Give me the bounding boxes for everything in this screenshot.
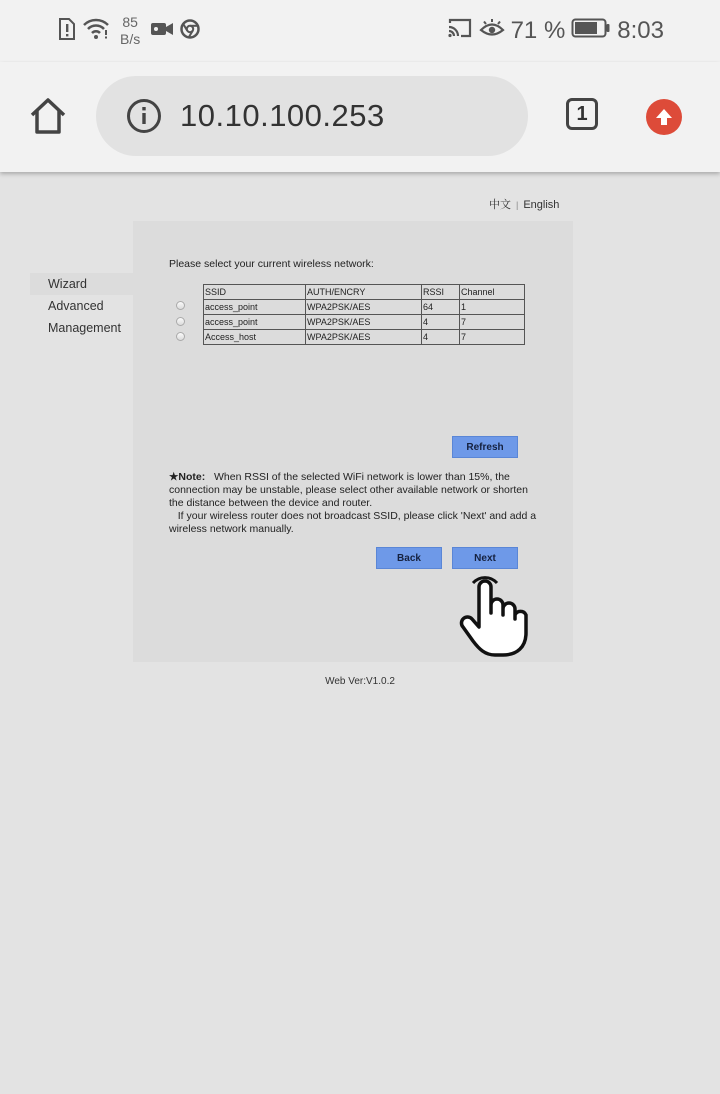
battery-percent: 71 %	[510, 17, 566, 44]
note-text	[169, 471, 539, 536]
note-rssi-warning: When RSSI of the selected WiFi network is lower than 15%, the connection may be unstable, please select other available network or shorten the distance between the device and router.	[169, 471, 528, 509]
cell-auth: WPA2PSK/AES	[306, 330, 422, 345]
header-ssid: SSID	[204, 285, 306, 300]
cell-channel: 7	[460, 315, 525, 330]
next-button[interactable]: Next	[452, 547, 518, 569]
cell-channel: 7	[460, 330, 525, 345]
table-header-row	[204, 285, 525, 300]
header-rssi: RSSI	[422, 285, 460, 300]
sidebar-item-wizard[interactable]: Wizard	[30, 273, 133, 295]
clock: 8:03	[617, 17, 664, 44]
header-channel: Channel	[460, 285, 525, 300]
browser-toolbar	[0, 62, 720, 172]
cell-ssid: Access_host	[204, 330, 306, 345]
cell-auth: WPA2PSK/AES	[306, 300, 422, 315]
web-version: Web Ver:V1.0.2	[325, 676, 395, 687]
arrow-up-icon	[654, 107, 674, 127]
info-icon[interactable]	[126, 98, 162, 134]
cell-rssi: 4	[422, 315, 460, 330]
speed-value: 85	[122, 14, 138, 30]
table-row[interactable]	[204, 330, 525, 345]
cell-rssi: 64	[422, 300, 460, 315]
language-switch	[489, 196, 559, 212]
lang-english-link[interactable]: English	[523, 199, 560, 211]
battery-icon	[571, 17, 611, 46]
lang-chinese-link[interactable]: 中文	[489, 199, 511, 211]
tab-switcher-button[interactable]: 1	[566, 98, 598, 130]
pointer-hand-icon	[455, 575, 535, 664]
note-ssid-hint: If your wireless router does not broadcast SSID, please click 'Next' and add a wireless network manually.	[169, 510, 537, 535]
network-select-prompt: Please select your current wireless network:	[169, 258, 374, 270]
network-radio-3[interactable]	[176, 332, 185, 341]
eye-comfort-icon	[479, 17, 505, 46]
refresh-button[interactable]: Refresh	[452, 436, 518, 458]
url-text[interactable]: 10.10.100.253	[180, 98, 385, 133]
cell-ssid: access_point	[204, 300, 306, 315]
sidebar-item-advanced[interactable]: Advanced	[48, 299, 104, 313]
network-radio-2[interactable]	[176, 317, 185, 326]
header-auth: AUTH/ENCRY	[306, 285, 422, 300]
cast-icon	[447, 17, 473, 46]
cell-channel: 1	[460, 300, 525, 315]
network-table	[203, 284, 525, 345]
table-row[interactable]	[204, 300, 525, 315]
lang-separator: |	[516, 200, 519, 210]
video-camera-icon	[150, 20, 174, 43]
address-bar[interactable]	[96, 76, 528, 156]
home-icon[interactable]	[28, 96, 68, 141]
update-button[interactable]	[646, 99, 682, 135]
chrome-icon	[180, 19, 200, 44]
note-title: ★Note:	[169, 471, 206, 483]
wifi-icon	[82, 18, 110, 45]
table-row[interactable]	[204, 315, 525, 330]
sidebar-item-management[interactable]: Management	[48, 321, 121, 335]
sim-alert-icon	[58, 18, 76, 45]
network-speed	[120, 14, 140, 48]
status-bar	[0, 0, 720, 62]
back-button[interactable]: Back	[376, 547, 442, 569]
network-radio-1[interactable]	[176, 301, 185, 310]
sidebar-nav	[30, 273, 133, 339]
cell-rssi: 4	[422, 330, 460, 345]
cell-auth: WPA2PSK/AES	[306, 315, 422, 330]
speed-unit: B/s	[120, 31, 141, 47]
cell-ssid: access_point	[204, 315, 306, 330]
